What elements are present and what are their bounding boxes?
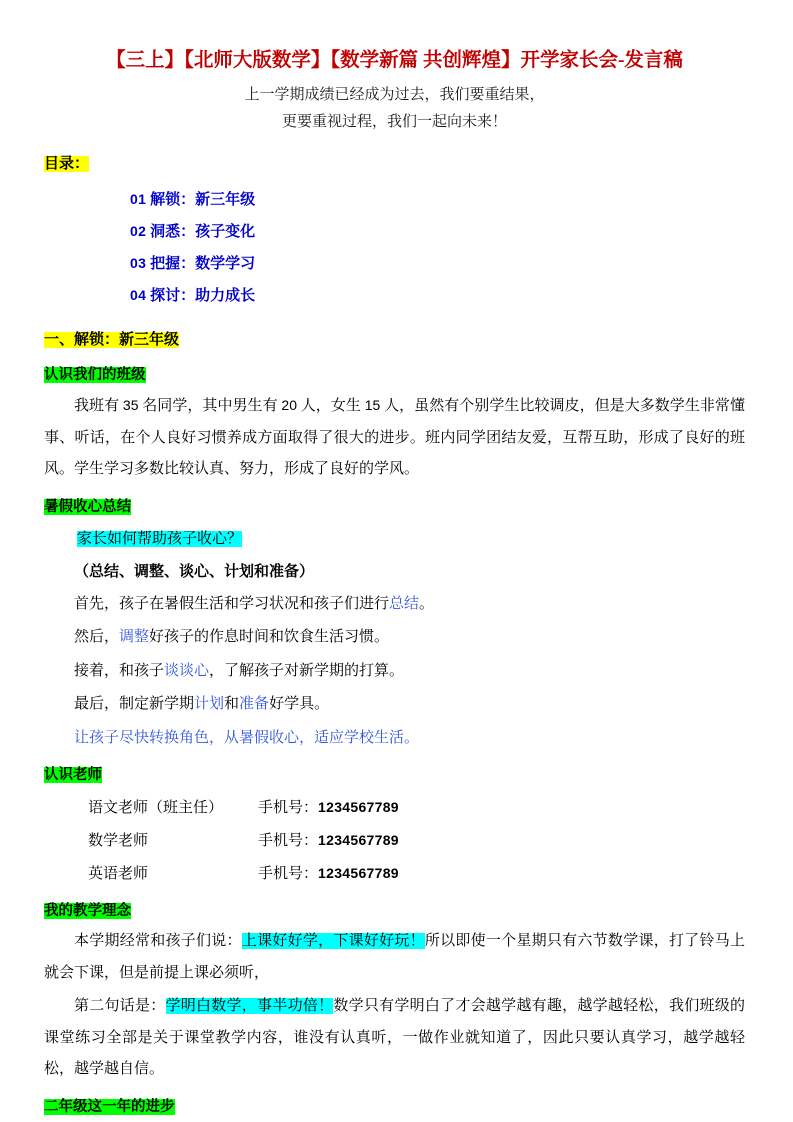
- summer-blue-summary: 让孩子尽快转换角色，从暑假收心，适应学校生活。: [74, 729, 420, 746]
- teacher-phone-label: 手机号：: [258, 833, 319, 849]
- subsection-class-heading-label: 认识我们的班级: [44, 367, 146, 383]
- step-4-keyword-1: 计划: [194, 696, 225, 712]
- teacher-phone-number: 1234567789: [318, 799, 399, 815]
- philosophy-1-quote: 上课好好学，下课好好玩！: [241, 933, 425, 949]
- summer-steps-overview: （总结、调整、谈心、计划和准备）: [74, 563, 315, 580]
- step-2-post: 好孩子的作息时间和饮食生活习惯。: [149, 629, 390, 645]
- philosophy-paragraph-2: [44, 991, 745, 1086]
- subsection-progress-heading-label: 二年级这一年的进步: [44, 1098, 175, 1115]
- teacher-row: [88, 857, 745, 890]
- teacher-row: [88, 791, 745, 824]
- teacher-phone-number: 1234567789: [318, 832, 399, 848]
- class-intro-part1: 我班有: [74, 398, 123, 414]
- toc-item-label: 解锁：新三年级: [150, 192, 256, 208]
- teacher-phone-label: 手机号：: [258, 800, 319, 816]
- class-intro-part4: 人，虽然有个别学生比较调皮，但是大多数学生非常懂事、听话，在个人良好习惯养成方面取得了很大的进步。班内同学团结友爱，互帮互助，形成了良好的班风。学生学习多数比较认真、努力，形成了良好的学风。: [44, 398, 745, 477]
- teacher-list: [44, 791, 745, 890]
- subsection-philosophy-heading: [44, 898, 745, 924]
- step-1-post: 。: [419, 595, 435, 612]
- step-4-mid: 和: [224, 696, 240, 712]
- step-3-keyword: 谈谈心: [164, 662, 210, 679]
- toc-item-number: 03: [130, 255, 147, 271]
- philosophy-1-post: 所以即使一个星期只有六节数学课，打了铃马上就会下课，但是前提上课必须听，: [44, 933, 745, 981]
- subsection-progress-heading: [44, 1094, 745, 1120]
- toc-item-02[interactable]: [130, 216, 745, 248]
- subsection-summer-heading: [44, 494, 745, 520]
- step-2-keyword: 调整: [119, 629, 150, 645]
- subsection-class-heading: [44, 362, 745, 388]
- philosophy-1-pre: 本学期经常和孩子们说：: [74, 933, 242, 949]
- teacher-phone-number: 1234567789: [318, 865, 399, 881]
- summer-question-label: 家长如何帮助孩子收心？: [77, 530, 243, 547]
- toc-heading: [44, 150, 745, 178]
- philosophy-2-pre: 第二句话是：: [74, 998, 166, 1014]
- philosophy-2-quote: 学明白数学，事半功倍！: [165, 998, 334, 1014]
- step-3-pre: 接着，和孩子: [74, 662, 165, 679]
- class-girls-count: 15: [364, 397, 381, 413]
- toc-item-number: 04: [130, 287, 147, 303]
- step-4-pre: 最后，制定新学期: [74, 696, 195, 712]
- teacher-role: 语文老师（班主任）: [88, 800, 224, 816]
- class-intro-paragraph: [44, 390, 745, 486]
- teacher-row: [88, 824, 745, 857]
- subsection-teachers-heading-label: 认识老师: [44, 767, 102, 783]
- step-4-post: 好学具。: [269, 696, 330, 712]
- toc-item-number: 01: [130, 191, 147, 207]
- subsection-philosophy-heading-label: 我的教学理念: [44, 903, 131, 919]
- step-4-keyword-2: 准备: [239, 696, 270, 712]
- toc-heading-label: 目录：: [44, 156, 90, 172]
- step-1-keyword: 总结: [389, 595, 420, 612]
- step-3-post: ，了解孩子对新学期的打算。: [209, 662, 405, 679]
- philosophy-paragraph-1: [44, 926, 745, 989]
- teacher-role: 数学老师: [88, 833, 149, 849]
- subtitle-line-1: 上一学期成绩已经成为过去，我们要重结果，: [244, 87, 545, 103]
- teacher-phone-label: 手机号：: [258, 866, 319, 882]
- subtitle-line-2: 更要重视过程，我们一起向未来！: [281, 114, 507, 130]
- step-1-pre: 首先，孩子在暑假生活和学习状况和孩子们进行: [74, 595, 390, 612]
- toc-item-label: 洞悉：孩子变化: [150, 224, 256, 240]
- toc-item-01[interactable]: [130, 184, 745, 216]
- subsection-teachers-heading: [44, 762, 745, 788]
- step-2-pre: 然后，: [74, 629, 120, 645]
- class-boys-count: 20: [281, 397, 297, 413]
- class-total-count: 35: [122, 397, 139, 413]
- class-intro-part3: 人，女生: [296, 398, 365, 414]
- class-intro-part2: 名同学，其中男生有: [138, 398, 282, 414]
- subsection-summer-heading-label: 暑假收心总结: [44, 498, 131, 515]
- toc-item-03[interactable]: [130, 248, 745, 280]
- toc-item-label: 探讨：助力成长: [150, 288, 256, 304]
- philosophy-2-post: 数学只有学明白了才会越学越有趣，越学越轻松，我们班级的课堂练习全部是关于课堂教学内容，谁没有认真听，一做作业就知道了，因此只要认真学习，越学越轻松，越学越自信。: [44, 998, 745, 1077]
- toc-item-04[interactable]: [130, 280, 745, 312]
- teacher-role: 英语老师: [88, 866, 149, 882]
- summer-step-3: [44, 656, 745, 688]
- summer-step-4: [44, 689, 745, 721]
- summer-step-1: [44, 589, 745, 621]
- section-1-heading: [44, 326, 745, 354]
- toc-item-number: 02: [130, 223, 147, 239]
- toc-item-label: 把握：数学学习: [150, 256, 256, 272]
- page-title: 【三上】【北师大版数学】【数学新篇 共创辉煌】开学家长会-发言稿: [106, 50, 683, 71]
- toc-list: [44, 184, 745, 312]
- summer-step-2: [44, 622, 745, 654]
- summer-question: [44, 524, 745, 554]
- section-1-heading-label: 一、解锁：新三年级: [44, 332, 180, 348]
